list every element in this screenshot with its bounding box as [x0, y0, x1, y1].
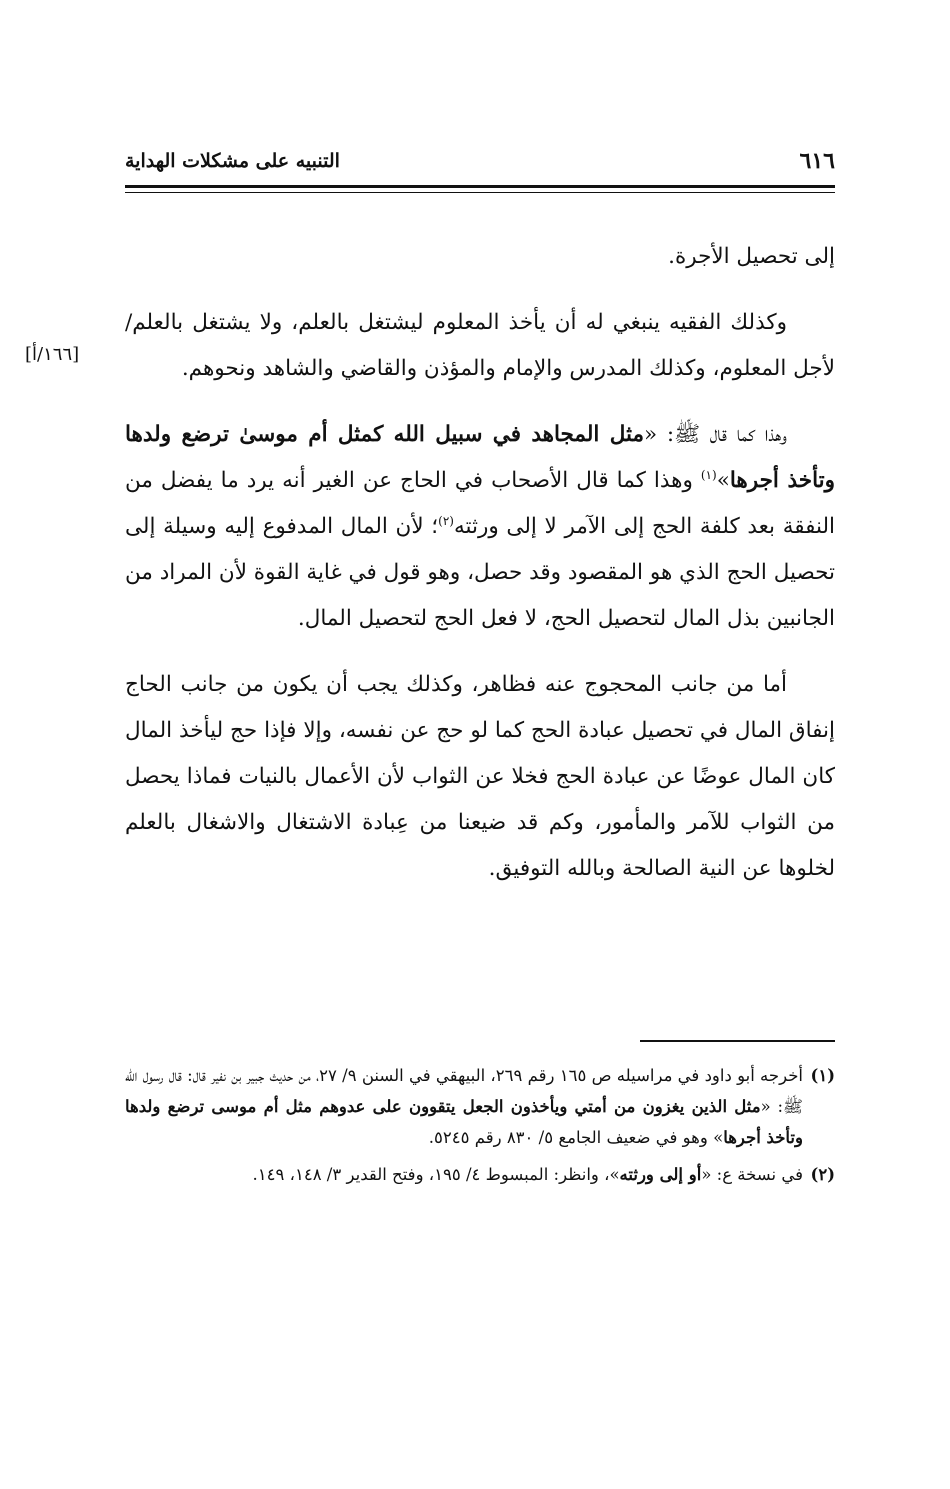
- paragraph-3-intro: وهذا كما قال ﷺ: «: [644, 422, 787, 447]
- footnote-separator: [640, 1040, 835, 1042]
- paragraph-3-middle: وهذا كما قال الأصحاب في الحاج عن الغير أنه يرد ما يفضل من النفقة بعد كلفة الحج إلى الآمر لا إلى ورثته: [125, 468, 836, 539]
- footnote-2-variant: أو إلى ورثته: [619, 1165, 702, 1184]
- footnote-number: (١): [810, 1066, 835, 1085]
- footnote-2-part2: »، وانظر: المبسوط ٤/ ١٩٥، وفتح القدير ٣/ ١٤٨، ١٤٩.: [252, 1165, 620, 1184]
- footnote-number: (٢): [810, 1165, 835, 1184]
- footnote-2-part1: في نسخة ع: «: [701, 1165, 803, 1184]
- page-number: ٦١٦: [799, 148, 835, 174]
- margin-folio-reference: [١٦٦/أ]: [25, 344, 80, 365]
- footnote-text: [125, 1060, 803, 1153]
- paragraph-2: وكذلك الفقيه ينبغي له أن يأخذ المعلوم ليشتغل بالعلم، ولا يشتغل بالعلم/ لأجل المعلوم، وكذلك المدرس والإمام والمؤذن والقاضي والشاهد ونحوهم.: [125, 310, 835, 381]
- footnotes: [125, 1060, 835, 1196]
- paragraph-4: أما من جانب المحجوج عنه فظاهر، وكذلك يجب أن يكون من جانب الحاج إنفاق المال في تحصيل عبادة الحج كما لو حج عن نفسه، وإلا فإذا حج ليأخذ المال كان المال عوضًا عن عبادة الحج فخلا عن الثواب لأن الأعمال بالنيات فماذا يحصل من الثواب للآمر والمأمور، وكم قد ضيعنا من عِبادة الاشتغال والاشغال بالعلم لخلوها عن النية الصالحة وبالله التوفيق.: [125, 672, 835, 881]
- footnote-text: [125, 1159, 803, 1190]
- header-rule-thin: [125, 192, 835, 193]
- footnote-ref-2[interactable]: (٢): [438, 513, 454, 528]
- main-text: [125, 234, 835, 912]
- footnote-ref-1[interactable]: (١): [700, 467, 717, 482]
- footnote-1-hadith: مثل الذين يغزون من أمتي ويأخذون الجعل يتقوون على عدوهم مثل أم موسى ترضع ولدها وتأخذ أجرها: [125, 1097, 803, 1147]
- hadith-quote: مثل المجاهد في سبيل الله كمثل أم موسىٰ ترضع ولدها وتأخذ أجرها: [125, 422, 835, 493]
- footnote-1: [125, 1060, 835, 1153]
- page-header: [125, 148, 835, 182]
- quote-close: »: [716, 468, 730, 493]
- footnote-2: [125, 1159, 835, 1190]
- paragraph-1: إلى تحصيل الأجرة.: [668, 244, 835, 269]
- running-title: التنبيه على مشكلات الهداية: [125, 150, 340, 172]
- paragraph-3-end: ؛ لأن المال المدفوع إليه وسيلة إلى تحصيل الحج الذي هو المقصود وقد حصل، وهو قول في غاية القوة لأن المراد من الجانبين بذل المال لتحصيل الحج، لا فعل الحج لتحصيل المال.: [125, 514, 835, 631]
- footnote-1-part2: » وهو في ضعيف الجامع ٥/ ٨٣٠ رقم ٥٢٤٥.: [428, 1128, 724, 1147]
- paragraph-3: [125, 412, 835, 642]
- header-rule-thick: [125, 185, 835, 188]
- footnote-1-part1: أخرجه أبو داود في مراسيله ص ١٦٥ رقم ٢٦٩، البيهقي في السنن ٩/ ٢٧، من حديث جبير بن نفير قال: قال رسول الله ﷺ: «: [125, 1066, 803, 1116]
